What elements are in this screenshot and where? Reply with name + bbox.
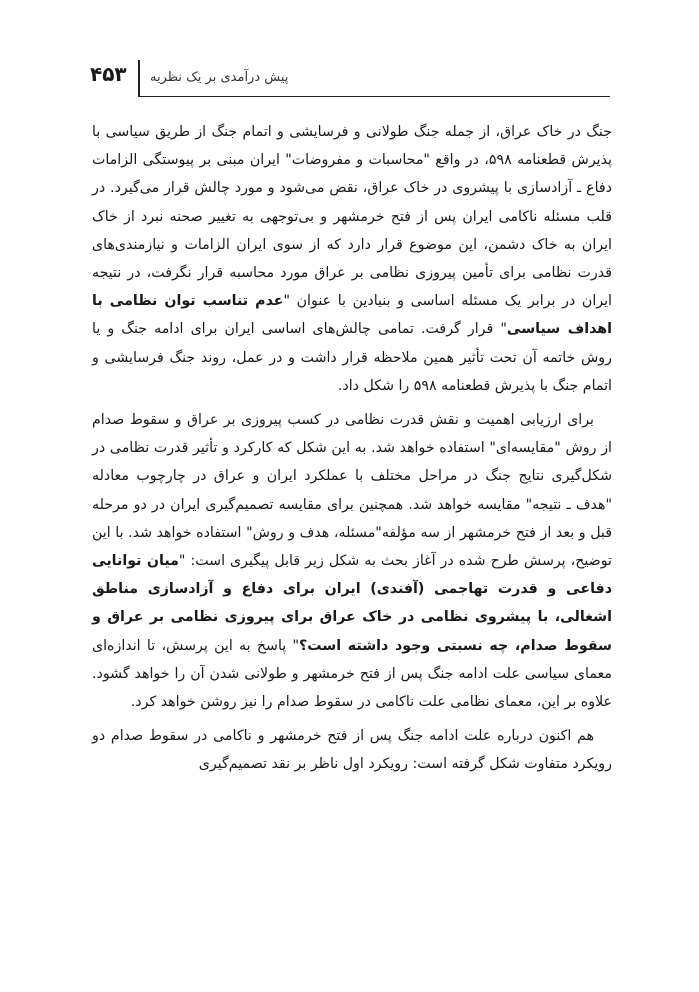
paragraph-1 xyxy=(92,118,612,400)
paragraph-1-bold: عدم تناسب توان نظامی با اهداف سیاسی xyxy=(92,293,612,338)
page-number: ۴۵۳ xyxy=(90,62,127,86)
header-rule xyxy=(138,96,610,97)
paragraph-1-text-b: " قرار گرفت. تمامی چالش‌های اساسی ایران برای ادامه جنگ و یا روش خاتمه آن تحت تأثیر همین ملاحظه قرار داشت و در عمل، روند جنگ فرسایشی و اتمام جنگ با پذیرش قطعنامه ۵۹۸ را شکل داد. xyxy=(92,321,612,394)
body-text xyxy=(92,118,612,779)
paragraph-2-bold: میان توانایی دفاعی و قدرت تهاجمی (آفندی) ایران برای دفاع و آزادسازی مناطق اشغالی، با پیشروی نظامی در خاک عراق برای پیروزی نظامی بر عراق و سقوط صدام، چه نسبتی وجود داشته است؟ xyxy=(92,553,612,654)
paragraph-3-text: هم اکنون درباره علت ادامه جنگ پس از فتح خرمشهر و ناکامی در سقوط صدام دو رویکرد متفاوت شکل گرفته است: رویکرد اول ناظر بر نقد تصمیم‌گیری xyxy=(92,728,612,773)
running-title: پیش درآمدی بر یک نظریه xyxy=(150,70,289,85)
header-divider xyxy=(138,60,140,96)
paragraph-1-text-a: جنگ در خاک عراق، از جمله جنگ طولانی و فرسایشی و اتمام جنگ از طریق سیاسی با پذیرش قطعنامه ۵۹۸، در واقع "محاسبات و مفروضات" ایران مبنی بر پیوستگی الزامات دفاع ـ آزادسازی با پیشروی در خاک عراق، نقض می‌شود و مورد چالش قرار می‌گیرد. در قلب مسئله ناکامی ایران پس از فتح خرمشهر و بی‌توجهی به تغییر صحنه نبرد از خاک ایران به خاک دشمن، این موضوع قرار دارد که از سوی ایران الزامات و نیازمندی‌های قدرت نظامی برای تأمین پیروزی نظامی بر عراق مورد محاسبه قرار نگرفت، در نتیجه ایران در برابر یک مسئله اساسی و بنیادین با عنوان " xyxy=(92,124,613,310)
paragraph-2 xyxy=(92,406,612,716)
paragraph-2-text-a: برای ارزیابی اهمیت و نقش قدرت نظامی در کسب پیروزی بر عراق و سقوط صدام از روش "مقایسه‌ای" استفاده خواهد شد. به این شکل که کارکرد و تأثیر قدرت نظامی در شکل‌گیری نتایج جنگ در مراحل مختلف با عملکرد ایران و عراق در چارچوب معادله "هدف ـ نتیجه" مقایسه خواهد شد. همچنین برای مقایسه تصمیم‌گیری ایران در دو مرحله قبل و بعد از فتح خرمشهر از سه مؤلفه"مسئله، هدف و روش" استفاده خواهد شد. با این توضیح، پرسش طرح شده در آغاز بحث به شکل زیر قابل پیگیری است: " xyxy=(92,412,613,570)
paragraph-3 xyxy=(92,722,612,778)
paragraph-2-text-b: " پاسخ به این پرسش، تا اندازه‌ای معمای سیاسی علت ادامه جنگ پس از فتح خرمشهر و طولانی شدن آن را خواهد گشود. علاوه بر این، معمای نظامی علت ناکامی در سقوط صدام را نیز روشن خواهد کرد. xyxy=(92,637,612,711)
page-header xyxy=(90,60,610,100)
